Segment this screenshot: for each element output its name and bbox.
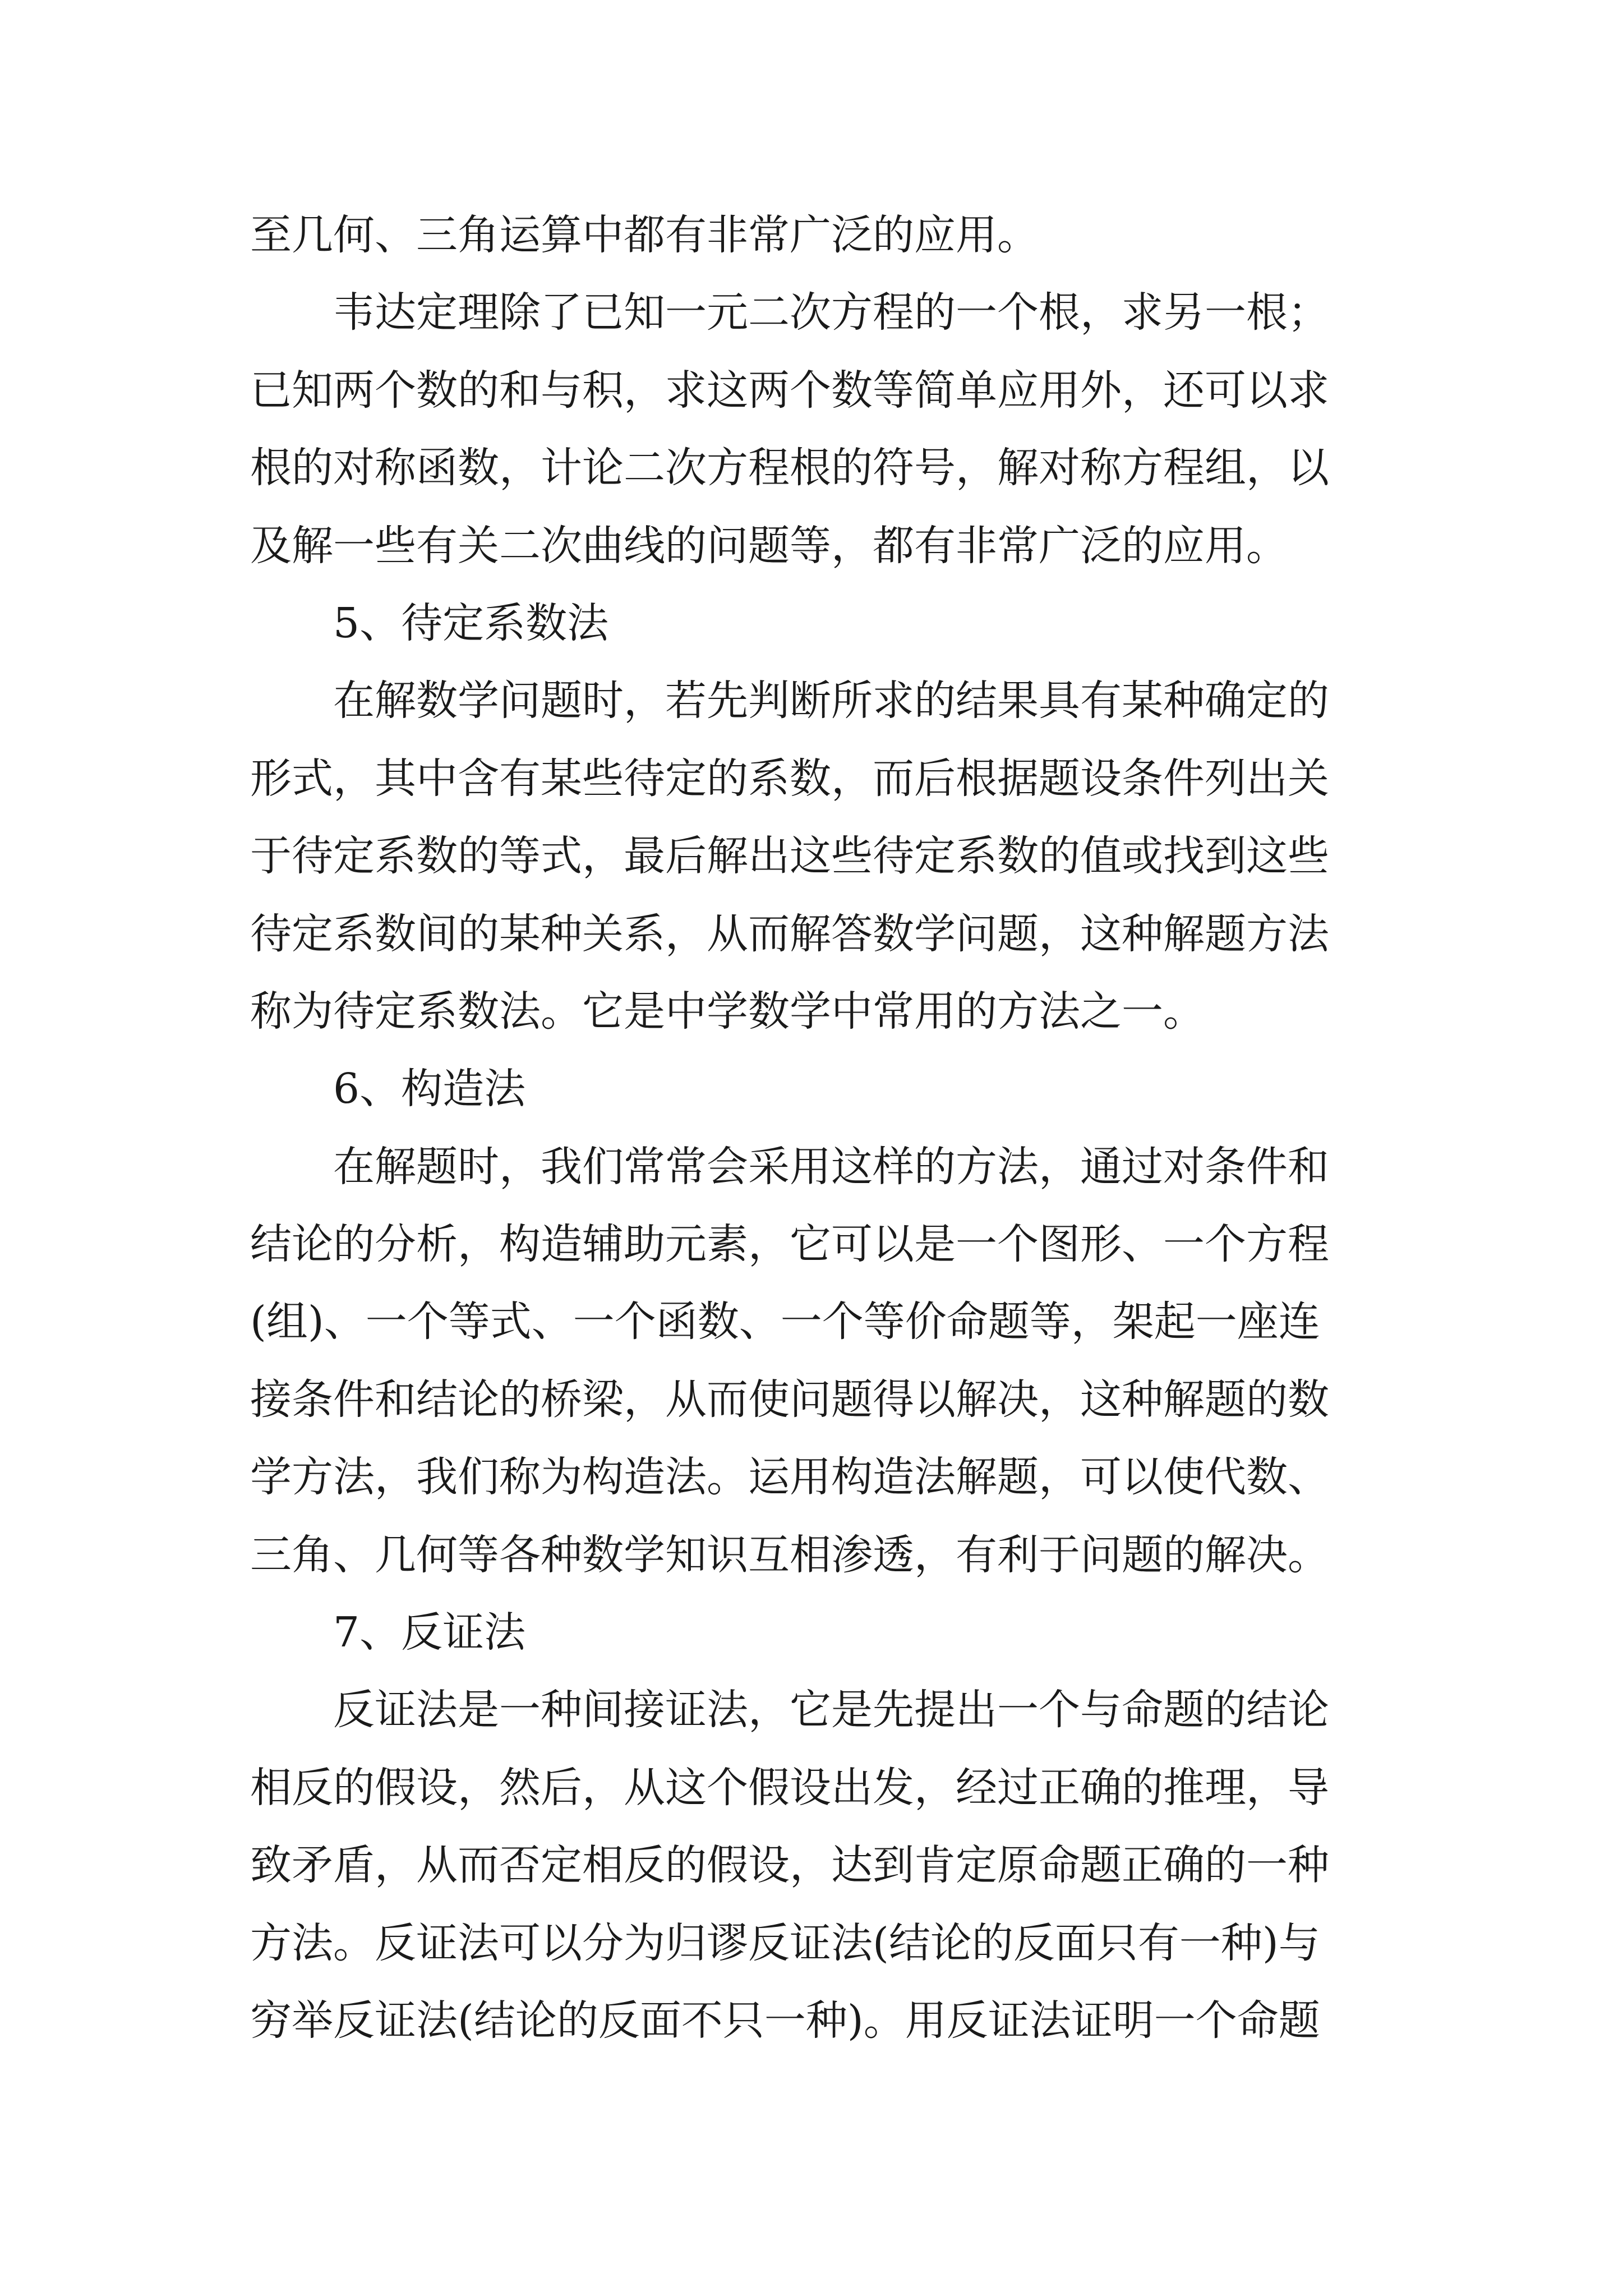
text-line: 至几何、三角运算中都有非常广泛的应用。: [250, 211, 1039, 259]
text-line: 相反的假设，然后，从这个假设出发，经过正确的推理，导: [250, 1763, 1329, 1812]
section-heading: 5、待定系数法: [333, 599, 609, 647]
text-line: 在解数学问题时，若先判断所求的结果具有某种确定的: [333, 677, 1329, 725]
text-line: 已知两个数的和与积，求这两个数等简单应用外，还可以求: [250, 366, 1329, 415]
text-line: 反证法是一种间接证法，它是先提出一个与命题的结论: [333, 1686, 1329, 1734]
text-line: 称为待定系数法。它是中学数学中常用的方法之一。: [250, 987, 1205, 1036]
text-line: 韦达定理除了已知一元二次方程的一个根，求另一根；: [333, 288, 1329, 337]
text-line: 学方法，我们称为构造法。运用构造法解题，可以使代数、: [250, 1453, 1329, 1502]
text-line: 三角、几何等各种数学知识互相渗透，有利于问题的解决。: [250, 1530, 1329, 1579]
text-line: 于待定系数的等式，最后解出这些待定系数的值或找到这些: [250, 832, 1329, 881]
text-line: 在解题时，我们常常会采用这样的方法，通过对条件和: [333, 1142, 1329, 1191]
section-heading: 6、构造法: [333, 1065, 526, 1114]
text-line: 接条件和结论的桥梁，从而使问题得以解决，这种解题的数: [250, 1375, 1329, 1424]
section-heading: 7、反证法: [333, 1608, 526, 1657]
text-line: 致矛盾，从而否定相反的假设，达到肯定原命题正确的一种: [250, 1841, 1329, 1890]
text-line: (组)、一个等式、一个函数、一个等价命题等，架起一座连: [250, 1297, 1320, 1346]
text-line: 结论的分析，构造辅助元素，它可以是一个图形、一个方程: [250, 1220, 1329, 1269]
text-line: 形式，其中含有某些待定的系数，而后根据题设条件列出关: [250, 754, 1329, 803]
text-line: 根的对称函数，计论二次方程根的符号，解对称方程组，以: [250, 444, 1329, 493]
text-line: 穷举反证法(结论的反面不只一种)。用反证法证明一个命题: [250, 1996, 1320, 2045]
text-line: 待定系数间的某种关系，从而解答数学问题，这种解题方法: [250, 909, 1329, 958]
body-text: [250, 196, 1433, 2059]
text-line: 及解一些有关二次曲线的问题等，都有非常广泛的应用。: [250, 521, 1288, 570]
text-line: 方法。反证法可以分为归谬反证法(结论的反面只有一种)与: [250, 1918, 1320, 1967]
